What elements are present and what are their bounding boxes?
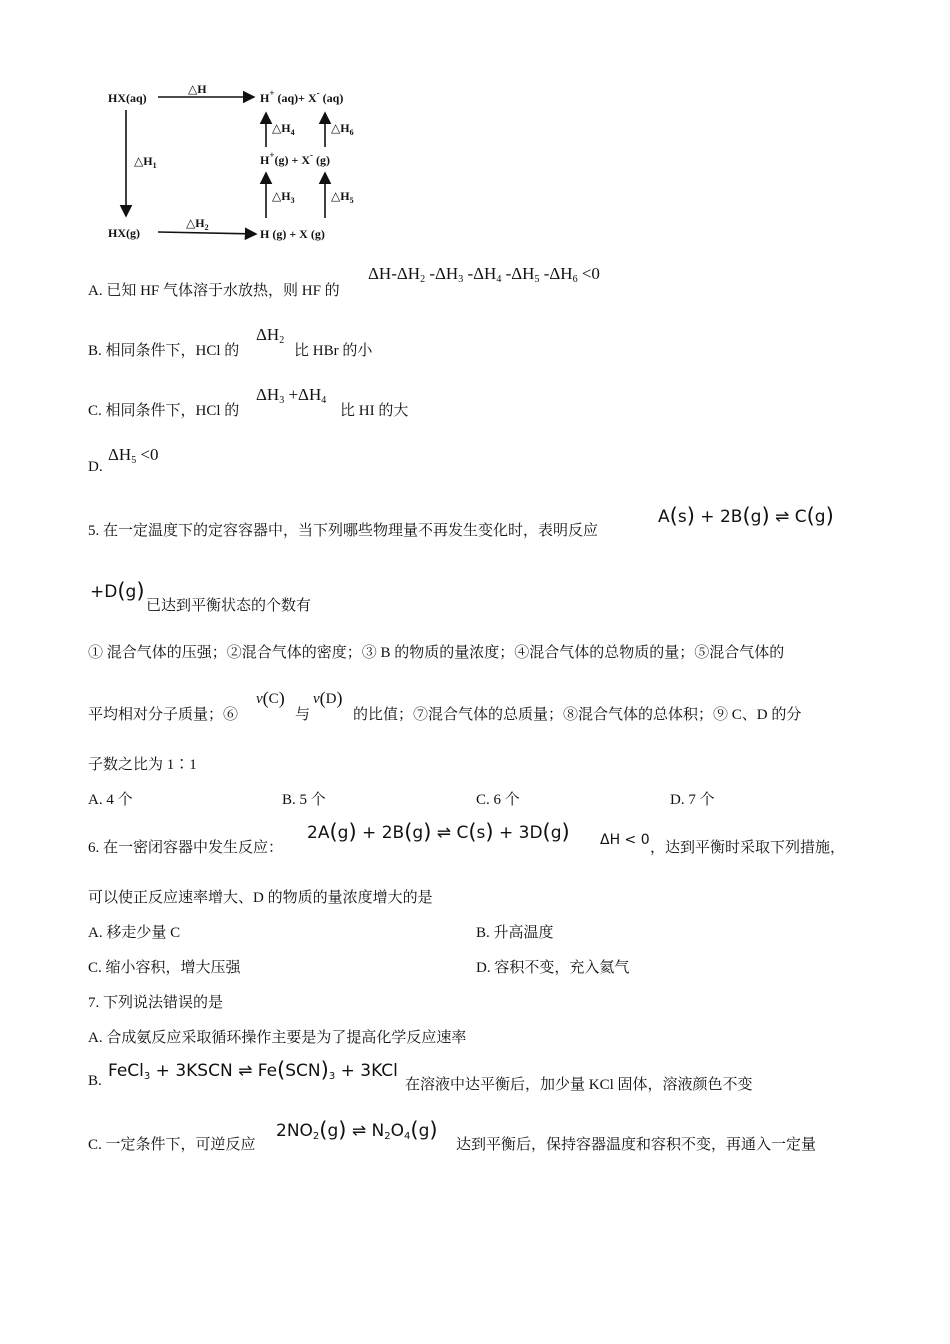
option-b-formula: $\Delta H_2$	[256, 325, 285, 346]
q5-choice-c: C. 6 个	[476, 792, 520, 808]
q6-stem-line2: 可以使正反应速率增大、D 的物质的量浓度增大的是	[88, 890, 433, 906]
dh-label: △H	[188, 82, 207, 96]
q5-conditions-line2c: 的比值；⑦混合气体的总质量；⑧混合气体的总体积；⑨ C、D 的分	[353, 707, 802, 723]
dh5-label: $\triangle H_5$	[331, 189, 354, 205]
q5-conditions-line2a: 平均相对分子质量；⑥	[88, 707, 239, 723]
q6-equation: 2A(g) + 2B(g) ⇌ C(s) + 3D(g)	[307, 820, 570, 844]
q7-option-b-equation: FeCl$_3$ + 3KSCN ⇌ $Fe(SCN)_3 + 3KCl$	[108, 1058, 398, 1082]
q6-enthalpy: ΔH < 0	[600, 832, 650, 848]
q7-option-c-pre: C. 一定条件下，可逆反应	[88, 1137, 256, 1153]
h-plus-aq-label: H+ (aq)+ X- (aq)	[260, 88, 344, 105]
q5-equation-part1: A(s) + 2B(g) ⇌ C(g)	[658, 504, 834, 528]
q6-choice-b: B. 升高温度	[476, 925, 554, 941]
h-plus-g-label: H+(g) + X- (g)	[260, 150, 330, 167]
q6-choice-a: A. 移走少量 C	[88, 925, 181, 941]
hx-aq-label: HX(aq)	[108, 91, 147, 105]
q6-stem-post: ，达到平衡时采取下列措施，	[650, 840, 846, 856]
dh3-label: $\triangle H_3$	[272, 189, 295, 205]
q5-rate-vc: v(C)	[256, 688, 285, 708]
q5-equation-part2: +D(g)	[90, 579, 145, 603]
q5-conditions-line3: 子数之比为 1∶1	[88, 757, 197, 773]
dh1-label: $\triangle H_1$	[134, 154, 157, 170]
q7-option-b-pre: B.	[88, 1073, 102, 1089]
dh2-label: $\triangle H_2$	[186, 216, 209, 232]
q5-conditions-line1: ① 混合气体的压强；②混合气体的密度；③ B 的物质的量浓度；④混合气体的总物质的量；⑤混合气体的	[88, 645, 785, 661]
option-c-formula: $\Delta H_3 +\Delta H_4$	[256, 385, 327, 406]
option-a-text: A. 已知 HF 气体溶于水放热，则 HF 的	[88, 283, 340, 299]
q5-stem-line1: 5. 在一定温度下的定容容器中，当下列哪些物理量不再发生变化时，表明反应	[88, 523, 599, 539]
option-d-pre: D.	[88, 459, 103, 475]
q5-conditions-line2b: 与	[295, 707, 311, 723]
hx-g-label: HX(g)	[108, 226, 140, 240]
q6-stem-pre: 6. 在一密闭容器中发生反应：	[88, 840, 284, 856]
dh4-label: $\triangle H_4$	[272, 121, 295, 137]
q6-choice-c: C. 缩小容积，增大压强	[88, 960, 241, 976]
q7-option-c-equation: $2NO_2(g)$ ⇌ $N_2O_4(g)$	[276, 1118, 438, 1142]
option-b-post: 比 HBr 的小	[294, 343, 373, 359]
h-g-x-g-label: H (g) + X (g)	[260, 227, 325, 241]
option-d-formula: $\Delta H_5 <0$	[108, 445, 159, 466]
option-c-pre: C. 相同条件下，HCl 的	[88, 403, 240, 419]
option-c-post: 比 HI 的大	[340, 403, 409, 419]
q7-option-a: A. 合成氨反应采取循环操作主要是为了提高化学反应速率	[88, 1030, 467, 1046]
q7-option-c-post: 达到平衡后，保持容器温度和容积不变，再通入一定量	[456, 1137, 817, 1153]
arrow-dh2	[158, 232, 256, 234]
q5-choice-a: A. 4 个	[88, 792, 133, 808]
option-b-pre: B. 相同条件下，HCl 的	[88, 343, 240, 359]
q7-option-b-post: 在溶液中达平衡后，加少量 KCl 固体，溶液颜色不变	[405, 1077, 753, 1093]
dh6-label: $\triangle H_6$	[331, 121, 354, 137]
q5-choice-b: B. 5 个	[282, 792, 326, 808]
q5-rate-vd: v(D)	[313, 688, 343, 708]
option-a-formula: $\Delta H-\Delta H_2$ $-\Delta H_3$ $-\Delta H_4$ $-\Delta H_5$ $-\Delta H_6 <0$	[368, 264, 600, 285]
q5-choice-d: D. 7 个	[670, 792, 715, 808]
q6-choice-d: D. 容积不变，充入氦气	[476, 960, 630, 976]
q7-title: 7. 下列说法错误的是	[88, 995, 224, 1011]
q5-stem-line2: 已达到平衡状态的个数有	[146, 598, 312, 614]
thermochemical-cycle-diagram	[100, 80, 380, 250]
